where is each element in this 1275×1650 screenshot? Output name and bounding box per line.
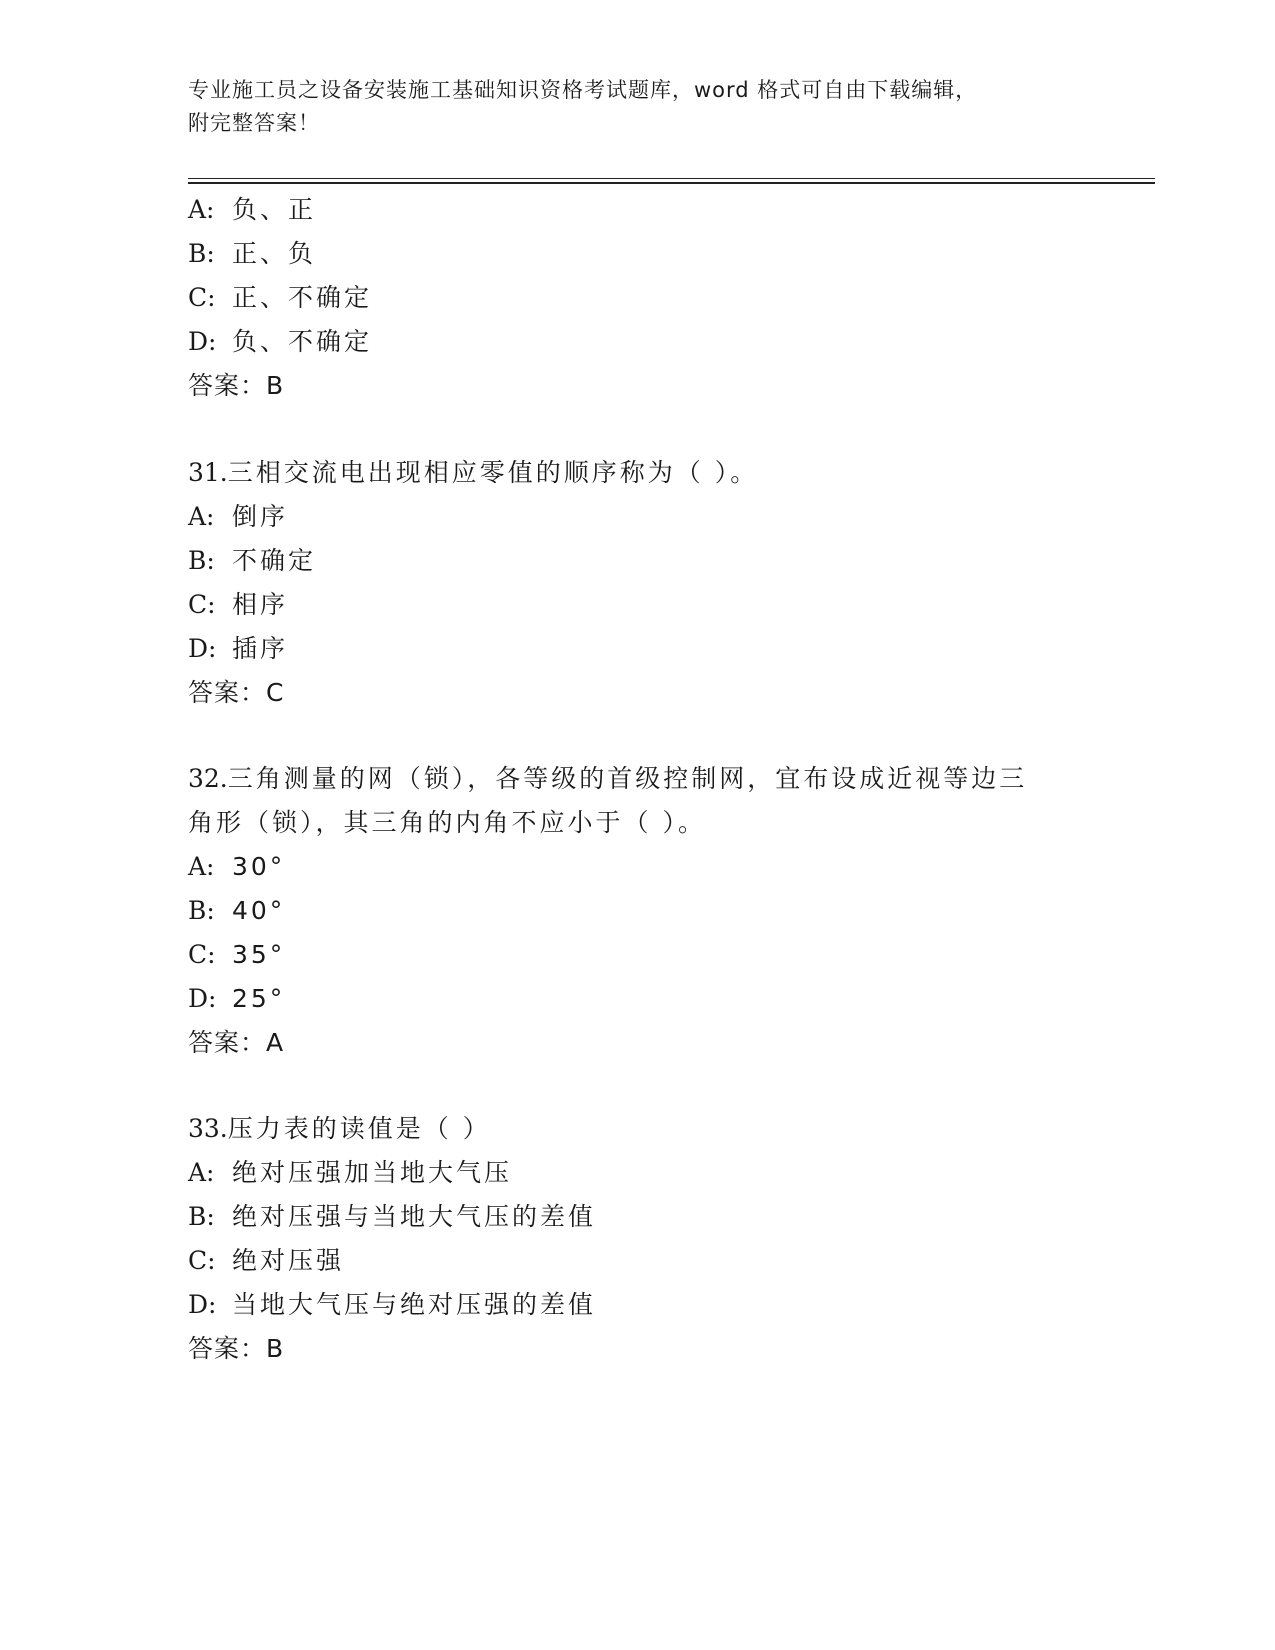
q32-option-d (188, 984, 285, 1014)
option-text: 不确定 (232, 546, 317, 575)
option-letter: C: (188, 1246, 216, 1275)
option-letter: C: (188, 283, 216, 312)
header-divider-thin (188, 178, 1155, 179)
option-letter: A: (188, 195, 215, 224)
option-letter: C: (188, 940, 216, 969)
header-divider-thick (188, 182, 1155, 184)
document-header (188, 74, 1088, 140)
option-letter: D: (188, 1290, 217, 1319)
option-text: 相序 (232, 590, 289, 619)
q30-option-b (188, 239, 316, 269)
option-text: 正、不确定 (232, 283, 373, 312)
q33-option-c (188, 1246, 344, 1276)
q32-option-a (188, 852, 285, 882)
q31-option-b (188, 546, 316, 576)
option-text: 绝对压强 (232, 1246, 345, 1275)
option-text: 30° (232, 852, 286, 881)
option-letter: D: (188, 634, 217, 663)
option-text: 插序 (232, 634, 289, 663)
header-line-1: 专业施工员之设备安装施工基础知识资格考试题库，word 格式可自由下载编辑， (188, 78, 978, 102)
option-text: 绝对压强与当地大气压的差值 (232, 1202, 597, 1231)
question-text: 三角测量的网（锁），各等级的首级控制网，宜布设成近视等边三 (227, 764, 1028, 793)
q32-stem-line-2: 角形（锁），其三角的内角不应小于（ ）。 (188, 808, 706, 837)
q30-option-c (188, 283, 372, 313)
q33-option-a (188, 1158, 512, 1188)
q31-option-c (188, 590, 288, 620)
q31-stem (188, 458, 758, 488)
option-text: 绝对压强加当地大气压 (232, 1158, 513, 1187)
q32-option-b (188, 896, 285, 926)
q30-option-d (188, 327, 372, 357)
q32-answer: 答案：A (188, 1028, 285, 1057)
option-text: 倒序 (232, 502, 289, 531)
option-letter: D: (188, 984, 217, 1013)
option-letter: B: (188, 896, 215, 925)
q30-answer: 答案：B (188, 371, 285, 400)
q30-option-a (188, 195, 316, 225)
question-number: 32. (188, 764, 228, 793)
q32-option-c (188, 940, 285, 970)
q33-option-d (188, 1290, 596, 1320)
option-text: 正、负 (232, 239, 317, 268)
question-number: 33. (188, 1114, 228, 1143)
option-letter: B: (188, 546, 215, 575)
question-text: 三相交流电出现相应零值的顺序称为（ ）。 (227, 458, 759, 487)
option-text: 40° (232, 896, 286, 925)
q33-option-b (188, 1202, 596, 1232)
option-text: 25° (232, 984, 286, 1013)
question-text: 压力表的读值是（ ） (227, 1114, 491, 1143)
q31-option-d (188, 634, 288, 664)
q33-stem (188, 1114, 491, 1144)
q32-stem-line-1 (188, 764, 1027, 794)
option-letter: B: (188, 239, 215, 268)
option-text: 负、不确定 (232, 327, 373, 356)
option-text: 负、正 (232, 195, 317, 224)
option-letter: A: (188, 1158, 215, 1187)
q31-answer: 答案：C (188, 678, 285, 707)
option-letter: B: (188, 1202, 215, 1231)
option-letter: A: (188, 502, 215, 531)
header-line-2: 附完整答案！ (188, 111, 320, 135)
q31-option-a (188, 502, 288, 532)
option-letter: D: (188, 327, 217, 356)
option-letter: A: (188, 852, 215, 881)
question-number: 31. (188, 458, 228, 487)
q33-answer: 答案：B (188, 1334, 285, 1363)
option-letter: C: (188, 590, 216, 619)
option-text: 35° (232, 940, 286, 969)
option-text: 当地大气压与绝对压强的差值 (232, 1290, 597, 1319)
